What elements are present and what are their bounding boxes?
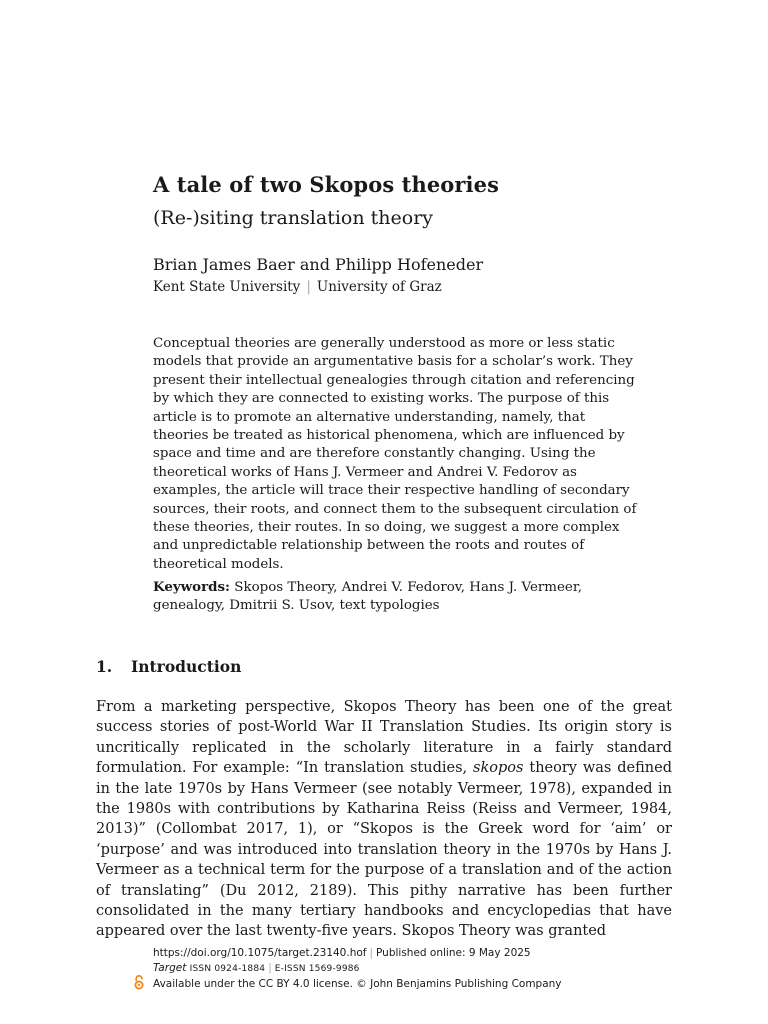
published-date: Published online: 9 May 2025 (376, 947, 531, 959)
section-number: 1. (96, 657, 113, 676)
section-heading-introduction (96, 656, 241, 678)
introduction-paragraph (96, 697, 672, 942)
copyright-text: © John Benjamins Publishing Company (356, 978, 562, 990)
footer-line-1 (153, 946, 562, 961)
body-text-part-2: theory was defined in the late 1970s by Hans Vermeer (see notably Vermeer, 1978), expanded in the 1980s with contributions by Katharina Reiss (Reiss and Vermeer, 1984, 2013)” (Collombat 2017, 1), or “Skopos is the Greek word for ‘aim’ or ‘purpose’ and was introduced into translation theory in the 1970s by Hans J. Vermeer as a technical term for the purpose of a translation and of the action of translating” (Du 2012, 2189). This pithy narrative has been further consolidated in the many tertiary handbooks and encyclopedias that have appeared over the last twenty-five years. Skopos Theory was granted (96, 760, 672, 940)
footer-line-2 (153, 961, 562, 977)
eissn: E-ISSN 1569-9986 (274, 964, 360, 974)
affiliation-kent-state: Kent State University (153, 279, 301, 295)
journal-name: Target (153, 962, 187, 974)
publication-footer (153, 946, 562, 992)
affiliation-graz: University of Graz (316, 279, 442, 295)
footer-separator: | (268, 962, 272, 974)
footer-line-3 (153, 977, 562, 992)
article-subtitle: (Re-)siting translation theory (153, 207, 434, 229)
article-title: A tale of two Skopos theories (153, 172, 500, 197)
issn: ISSN 0924-1884 (189, 964, 266, 974)
footer-separator: | (369, 947, 374, 959)
author-affiliations (153, 277, 442, 297)
abstract: Conceptual theories are generally understood as more or less static models that provide an argumentative basis for a scholar’s work. They present their intellectual genealogies through citation and referencing by which they are connected to existing works. The purpose of this article is to promote an alternative understanding, namely, that theories be treated as historical phenomena, which are influenced by space and time and are therefore constantly changing. Using the theoretical works of Hans J. Vermeer and Andrei V. Fedorov as examples, the article will trace their respective handling of secondary sources, their roots, and connect them to the subsequent circulation of these theories, their routes. In so doing, we suggest a more complex and unpredictable relationship between the roots and routes of theoretical models. (153, 336, 637, 572)
keywords-label: Keywords: (153, 579, 231, 595)
keywords (153, 578, 643, 616)
body-text-emphasis: skopos (473, 760, 524, 777)
open-access-icon (133, 974, 145, 990)
doi-link[interactable]: https://doi.org/10.1075/target.23140.hof (153, 947, 367, 959)
body-text-part-1: From a marketing perspective, Skopos Theory has been one of the great success stories of post-World War II Translation Studies. Its origin story is uncritically replicated in the scholarly literature in a fairly standard formulation. For example: “In translation studies, (96, 699, 672, 777)
section-title: Introduction (131, 657, 242, 676)
article-authors: Brian James Baer and Philipp Hofeneder (153, 255, 484, 274)
keywords-text: Skopos Theory, Andrei V. Fedorov, Hans J. Vermeer, genealogy, Dmitrii S. Usov, text typologies (153, 580, 583, 614)
affiliation-separator: | (306, 279, 311, 295)
license-text[interactable]: Available under the CC BY 4.0 license. (153, 978, 353, 990)
